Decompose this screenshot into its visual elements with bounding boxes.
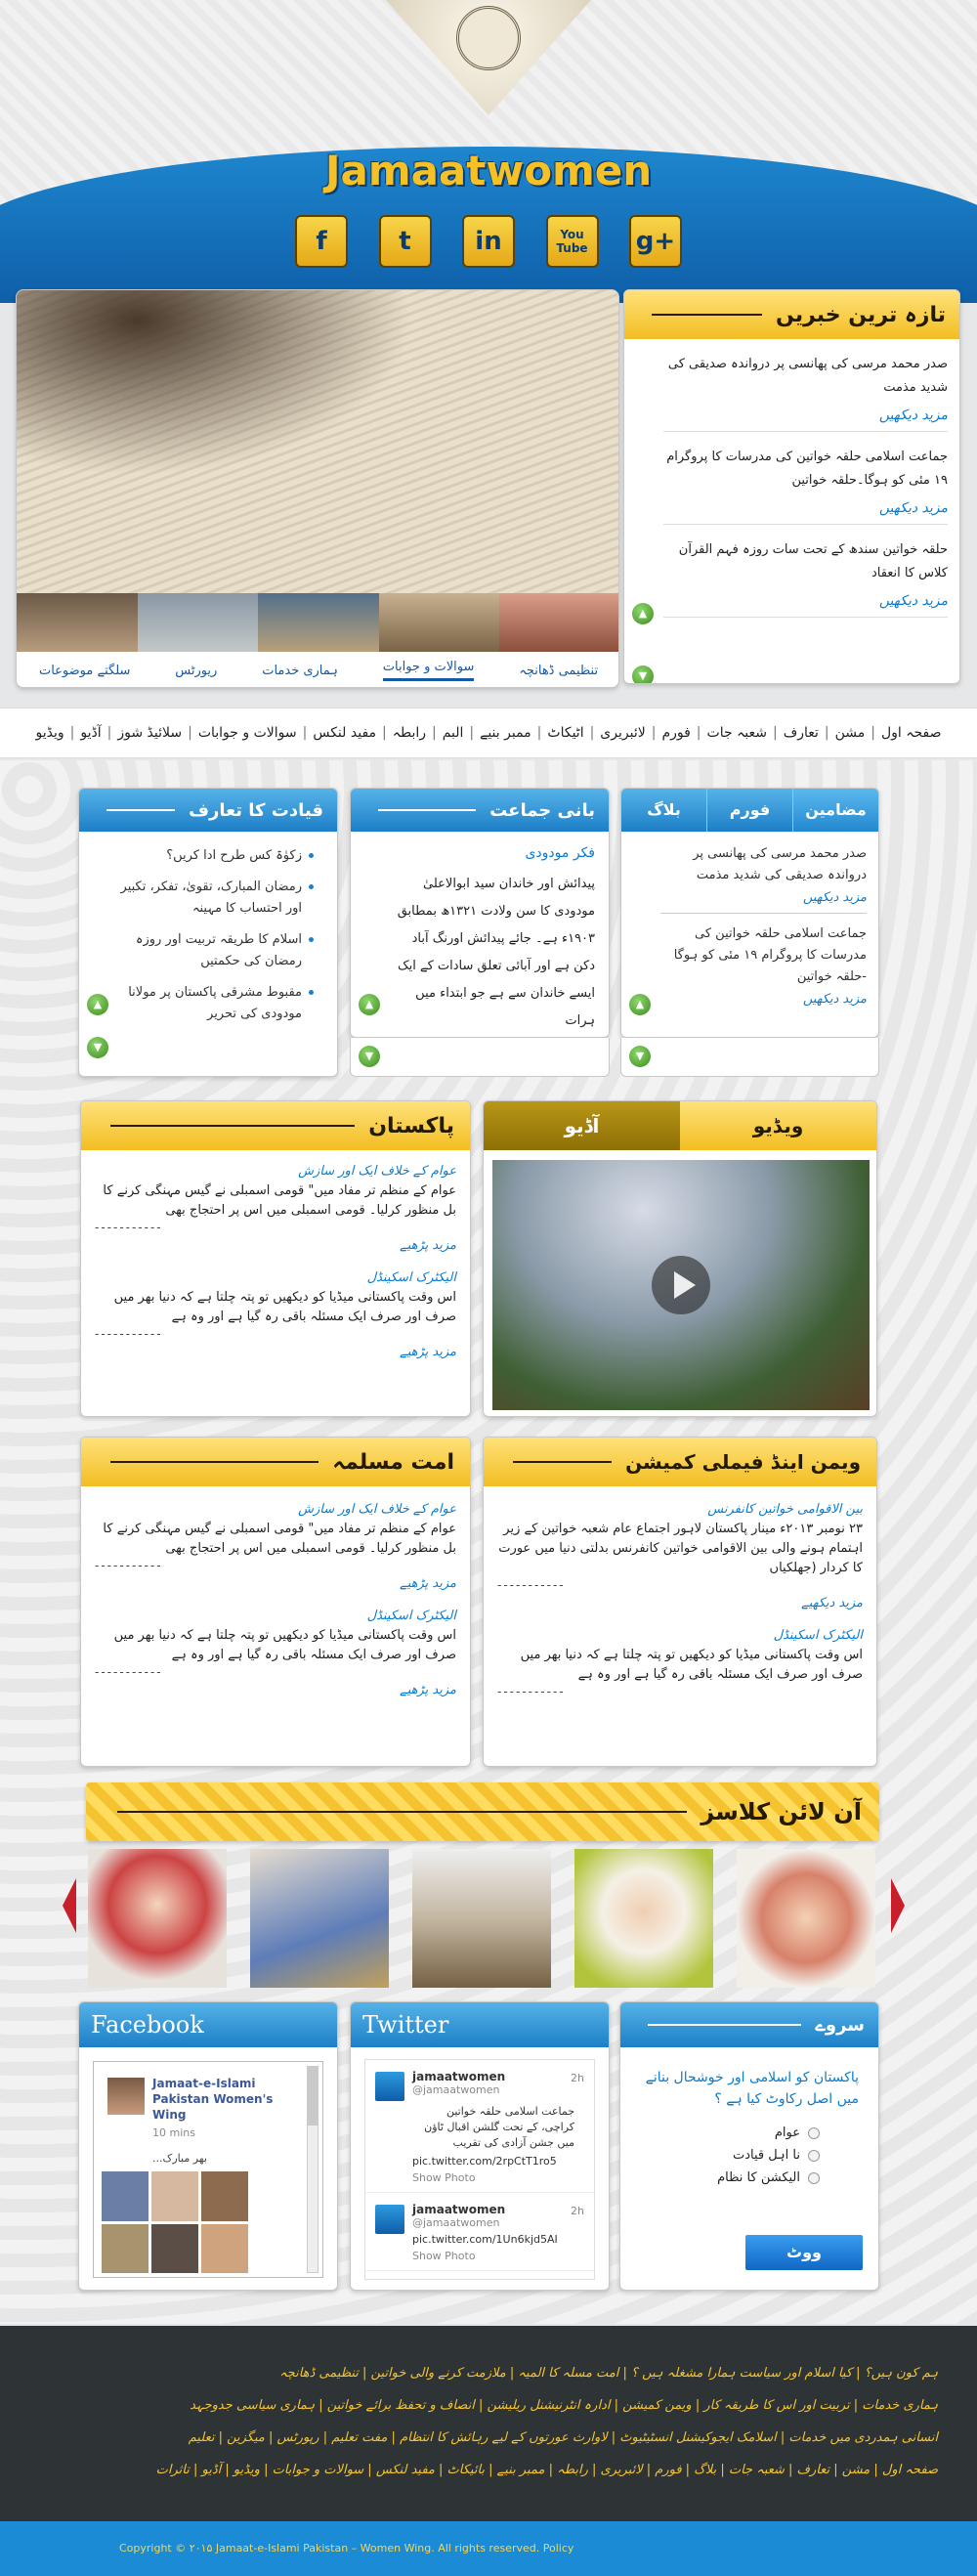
nav-item[interactable]: صفحہ اول	[881, 725, 942, 741]
read-more-link[interactable]: مزید پڑھیے	[400, 1576, 456, 1591]
tweet-avatar	[375, 2205, 404, 2234]
article-title[interactable]: الیکٹرک اسکینڈل	[366, 1609, 456, 1623]
footer-links-row[interactable]: ہم کون ہیں؟ | کیا اسلام اور سیاست ہمارا مشغلہ ہیں ؟ | امت مسلہ کا المیہ | ملازمت کرنے والی خواتین | تنظیمی ڈھانچہ	[279, 2366, 938, 2381]
radio-button[interactable]	[808, 2150, 820, 2162]
nav-item[interactable]: سوالات و جوابات	[197, 725, 297, 741]
tweet-time: 2h	[571, 2072, 584, 2084]
survey-question: پاکستان کو اسلامی اور خوشحال بنانے میں اصل رکاوٹ کیا ہے ؟	[645, 2070, 859, 2107]
hero-quran-image	[17, 290, 619, 593]
tab-video[interactable]: ویڈیو	[680, 1101, 876, 1150]
tweet-user[interactable]: jamaatwomen	[412, 2203, 506, 2216]
read-more-link[interactable]: مزید دیکھیں	[878, 408, 948, 423]
article-dashes: -----------	[497, 1578, 566, 1592]
article-item	[95, 1162, 456, 1253]
leadership-item[interactable]	[118, 845, 314, 867]
nav-item[interactable]: شعبہ جات	[706, 725, 767, 741]
show-photo-link[interactable]: Show Photo	[412, 2250, 476, 2262]
nav-separator: |	[824, 725, 829, 741]
hero-thumb[interactable]	[499, 593, 619, 652]
class-thumb[interactable]	[574, 1849, 713, 1988]
leadership-item[interactable]	[118, 982, 314, 1025]
play-icon[interactable]	[652, 1256, 710, 1314]
classes-carousel	[88, 1849, 875, 1988]
twitter-widget	[350, 2001, 610, 2291]
facebook-avatar	[107, 2078, 145, 2115]
blog-item	[660, 923, 867, 1014]
tweet-time: 2h	[571, 2205, 584, 2217]
article-title[interactable]: عوام کے خلاف ایک اور سازش	[298, 1164, 456, 1179]
online-classes-banner	[86, 1782, 879, 1841]
bullet-icon	[309, 937, 314, 942]
facebook-page-name[interactable]: Jamaat-e-Islami Pakistan Women's Wing	[152, 2077, 274, 2122]
online-classes-title: آن لائن کلاسز	[701, 1798, 862, 1825]
survey-option[interactable]	[640, 2148, 859, 2163]
survey-option[interactable]	[640, 2170, 859, 2185]
nav-separator: |	[651, 725, 657, 741]
title-rule	[110, 1461, 319, 1463]
article-text: اس وقت پاکستانی میڈیا کو دیکھیں تو پتہ چلتا ہے کہ دنیا بھر میں صرف اور صرف ایک مسئلہ باقی رہ گیا ہے اور وہ ہے	[113, 1628, 456, 1662]
leadership-item-text: رمضان المبارک، تقویٰ، تفکر، تکبیر اور احتساب کا مہینہ	[120, 880, 302, 916]
nav-item[interactable]: ممبر بنیے	[480, 725, 531, 741]
news-headline[interactable]: حلقہ خواتین سندھ کے تحت سات روزہ فہم القرآن کلاس کا انعقاد	[678, 542, 948, 580]
nav-separator: |	[302, 725, 308, 741]
nav-separator: |	[696, 725, 701, 741]
tab-blog[interactable]: بلاگ	[621, 789, 707, 832]
article-text: عوام کے منظم تر مفاد میں" قومی اسمبلی نے گیس مہنگی کرنے کا بل منظور کرلیا۔ قومی اسمبلی میں اس پر احتجاج بھی	[103, 1522, 456, 1556]
youtube-icon[interactable]: You Tube	[546, 215, 599, 268]
tab-audio[interactable]: آڈیو	[484, 1101, 680, 1150]
tab-forum[interactable]: فورم	[707, 789, 793, 832]
tweet-avatar	[375, 2072, 404, 2101]
read-more-link[interactable]: مزید پڑھیے	[400, 1345, 456, 1359]
hero-tab[interactable]: ہماری خدمات	[262, 663, 338, 678]
article-text: ۲۳ نومبر ۲۰۱۳ء مینار پاکستان لاہور اجتماع عام شعبہ خواتین کے زیر اہتمام ہونے والی بین الاقوامی خواتین کانفرنس بدلتی دنیا میں عورت کا کردار (جھلکیاں	[498, 1522, 863, 1575]
news-headline[interactable]: جماعت اسلامی حلقہ خواتین کی مدرسات کا پروگرام ۱۹ مئی کو ہوگا۔حلقہ خواتین	[666, 450, 948, 488]
scroll-down-icon[interactable]: ▼	[629, 1046, 651, 1067]
radio-button[interactable]	[808, 2127, 820, 2139]
facebook-snippet: ...بھر مبارک	[152, 2152, 207, 2165]
scroll-up-icon[interactable]: ▲	[629, 994, 651, 1015]
leadership-item-text: زکوٰۃ کس طرح ادا کریں؟	[166, 848, 302, 863]
article-dashes: -----------	[95, 1665, 163, 1679]
facebook-widget	[78, 2001, 338, 2291]
news-headline[interactable]: صدر محمد مرسی کی پھانسی پر درواندہ صدیقی کی شدید مذمت	[667, 357, 948, 395]
classes-next-arrow[interactable]	[891, 1878, 905, 1933]
vote-button[interactable]: ووٹ	[745, 2235, 863, 2270]
family-title: ویمن اینڈ فیملی کمیشن	[625, 1450, 861, 1474]
scroll-up-icon[interactable]: ▲	[87, 994, 108, 1015]
nav-item[interactable]: ویڈیو	[35, 725, 64, 741]
hero-thumb[interactable]	[17, 593, 138, 652]
media-panel	[483, 1100, 877, 1417]
leadership-item[interactable]	[118, 929, 314, 972]
founder-text: پیدائش اور خاندان سید ابوالاعلیٰ مودودی کا سن ولادت ۱۳۲۱ھ بمطابق ۱۹۰۳ء ہے۔ جائے پیدائش اورنگ آباد دکن ہے اور آبائی تعلق سادات کے ایک ایسے خاندان سے ہے جو ابتداء میں ہرات	[397, 877, 595, 1028]
nav-item[interactable]: فورم	[661, 725, 691, 741]
nav-item[interactable]: سلائیڈ شوز	[117, 725, 183, 741]
title-rule	[106, 809, 175, 811]
social-links	[295, 215, 682, 268]
facebook-photos	[102, 2171, 248, 2273]
article-item	[95, 1607, 456, 1697]
twitter-title: Twitter	[351, 2002, 609, 2047]
blog-headline[interactable]: جماعت اسلامی حلقہ خواتین کی مدرسات کا پروگرام ۱۹ مئی کو ہوگا -حلقہ خواتین	[673, 926, 867, 984]
nav-item[interactable]: رابطہ	[392, 725, 426, 741]
twitter-icon[interactable]: t	[379, 215, 432, 268]
hero-tab[interactable]: تنظیمی ڈھانچہ	[519, 663, 599, 678]
leadership-title: قیادت کا تعارف	[189, 799, 323, 821]
survey-widget	[619, 2001, 879, 2291]
nav-separator: |	[772, 725, 778, 741]
read-more-link[interactable]: مزید دیکھیں	[802, 890, 867, 905]
hero-thumbnails	[17, 593, 619, 652]
article-title[interactable]: عوام کے خلاف ایک اور سازش	[298, 1502, 456, 1517]
video-player[interactable]	[492, 1160, 870, 1410]
read-more-link[interactable]: مزید پڑھیے	[400, 1238, 456, 1253]
bullet-icon	[309, 990, 314, 995]
footer	[0, 2326, 977, 2521]
nav-separator: |	[106, 725, 112, 741]
bullet-icon	[309, 884, 314, 889]
copyright-text: Copyright © ۲۰۱۵ Jamaat-e-Islami Pakistan – Women Wing. All rights reserved. Policy	[119, 2542, 574, 2555]
leadership-panel	[78, 788, 338, 1077]
nav-item[interactable]: مفید لنکس	[313, 725, 377, 741]
pakistan-panel	[80, 1100, 471, 1417]
ummah-panel	[80, 1437, 471, 1767]
article-item	[497, 1626, 863, 1698]
survey-title: سروے	[815, 2014, 865, 2036]
latest-news-item	[663, 525, 948, 618]
nav-separator: |	[188, 725, 192, 741]
linkedin-icon[interactable]: in	[462, 215, 515, 268]
family-commission-panel	[483, 1437, 877, 1767]
title-rule	[117, 1811, 687, 1813]
leadership-item[interactable]	[118, 877, 314, 920]
scroll-down-icon[interactable]: ▼	[632, 665, 654, 684]
latest-news-panel	[623, 289, 960, 684]
hero-slider[interactable]	[16, 289, 619, 688]
article-dashes: -----------	[95, 1221, 163, 1234]
read-more-link[interactable]: مزید دیکھیے	[801, 1596, 863, 1610]
article-text: اس وقت پاکستانی میڈیا کو دیکھیں تو پتہ چلتا ہے کہ دنیا بھر میں صرف اور صرف ایک مسئلہ باقی رہ گیا ہے اور وہ ہے	[520, 1648, 863, 1682]
article-title[interactable]: بین الاقوامی خواتین کانفرنس	[707, 1502, 863, 1517]
hero-thumb[interactable]	[138, 593, 259, 652]
bullet-icon	[309, 853, 314, 858]
article-dashes: -----------	[95, 1559, 163, 1572]
ummah-title: امت مسلمہ	[332, 1449, 454, 1475]
tweet-text: جماعت اسلامی حلقہ خواتین کراچی، کے تحت گلشن اقبال ٹاؤن میں جشن آزادی کی تقریب	[424, 2105, 574, 2149]
tweet	[365, 2193, 594, 2271]
class-thumb[interactable]	[88, 1849, 227, 1988]
facebook-title: Facebook	[79, 2002, 337, 2047]
nav-item[interactable]: اٹیکاٹ	[547, 725, 584, 741]
facebook-time: 10 mins	[152, 2126, 195, 2139]
tweet-handle[interactable]: @jamaatwomen	[412, 2083, 500, 2096]
class-thumb[interactable]	[250, 1849, 389, 1988]
footer-links-row[interactable]: ہماری خدمات | تربیت اور اس کا طریقہ کار | ویمن کمیشن | ادارہ انٹرنیشنل ریلیشن | انصاف و تحفظ برائے خواتین | ہماری سیاسی جدوجہد	[190, 2398, 938, 2413]
latest-news-item	[663, 432, 948, 525]
leadership-item-text: مقبوط مشرقی پاکستان پر مولانا مودودی کی تحریر	[128, 985, 302, 1021]
tweet-link[interactable]: pic.twitter.com/1Un6kjd5AI	[412, 2233, 558, 2246]
latest-news-item	[663, 339, 948, 432]
nav-separator: |	[871, 725, 875, 741]
site-logo[interactable]: Jamaatwomen	[324, 147, 653, 194]
hero-tab[interactable]: سلگتے موضوعات	[38, 663, 131, 678]
scroll-up-icon[interactable]: ▲	[359, 994, 380, 1015]
hero-tab[interactable]: ریورٹس	[175, 663, 218, 678]
article-text: عوام کے منظم تر مفاد میں" قومی اسمبلی نے گیس مہنگی کرنے کا بل منظور کرلیا۔ قومی اسمبلی میں اس پر احتجاج بھی	[103, 1183, 456, 1218]
article-item	[95, 1268, 456, 1359]
article-text: اس وقت پاکستانی میڈیا کو دیکھیں تو پتہ چلتا ہے کہ دنیا بھر میں صرف اور صرف ایک مسئلہ باقی رہ گیا ہے اور وہ ہے	[113, 1290, 456, 1324]
founder-title: بانی جماعت	[489, 799, 595, 821]
article-dashes: -----------	[95, 1327, 163, 1341]
hero-tab[interactable]: سوالات و جوابات	[383, 660, 475, 681]
nav-item[interactable]: لائبریری	[600, 725, 646, 741]
title-rule	[110, 1125, 355, 1127]
tweet-link[interactable]: pic.twitter.com/2rpCtT1ro5	[412, 2155, 557, 2168]
article-dashes: -----------	[497, 1685, 566, 1698]
survey-option-label: عوام	[774, 2125, 800, 2140]
title-rule	[648, 2024, 801, 2026]
blog-panel	[620, 788, 879, 1038]
nav-separator: |	[536, 725, 542, 741]
hero-tabs	[17, 652, 619, 688]
read-more-link[interactable]: مزید دیکھیں	[878, 593, 948, 609]
nav-separator: |	[69, 725, 75, 741]
nav-item[interactable]: تعارف	[783, 725, 819, 741]
read-more-link[interactable]: مزید پڑھیے	[400, 1683, 456, 1697]
article-item	[497, 1500, 863, 1610]
tweet	[365, 2060, 594, 2193]
article-title[interactable]: الیکٹرک اسکینڈل	[773, 1628, 863, 1643]
footer-links-row[interactable]: صفحہ اول | مشن | تعارف | شعبہ جات | بلاگ | فورم | لائبریری | رابطہ | ممبر بنیے | بائیکاٹ | مفید لنکس | سوالات و جوابات | ویڈیو | آڈیو | تاثرات	[155, 2463, 938, 2477]
scroll-down-icon[interactable]: ▼	[87, 1037, 108, 1058]
googleplus-icon[interactable]: g+	[629, 215, 682, 268]
classes-prev-arrow[interactable]	[63, 1878, 76, 1933]
radio-button[interactable]	[808, 2172, 820, 2184]
latest-news-list	[624, 339, 959, 618]
survey-option-label: الیکشن کا نظام	[717, 2170, 800, 2185]
main-nav	[0, 708, 977, 758]
show-photo-link[interactable]: Show Photo	[412, 2171, 476, 2184]
founder-name[interactable]: فکر مودودی	[525, 845, 595, 861]
blog-headline[interactable]: صدر محمد مرسی کی پھانسی پر درواندہ صدیقی کی شدید مذمت	[693, 846, 867, 882]
read-more-link[interactable]: مزید دیکھیں	[878, 500, 948, 516]
tweet-user[interactable]: jamaatwomen	[412, 2070, 506, 2083]
founder-panel-footer	[350, 1038, 610, 1077]
hero-thumb[interactable]	[379, 593, 500, 652]
blog-panel-footer	[620, 1038, 879, 1077]
title-rule	[513, 1461, 612, 1463]
class-thumb[interactable]	[737, 1849, 875, 1988]
tab-articles[interactable]: مضامین	[793, 789, 878, 832]
nav-separator: |	[382, 725, 387, 741]
nav-item[interactable]: آڈیو	[80, 725, 102, 741]
nav-separator: |	[469, 725, 475, 741]
pakistan-title: پاکستان	[368, 1113, 454, 1138]
nav-item[interactable]: مشن	[834, 725, 866, 741]
nav-separator: |	[589, 725, 595, 741]
blog-item	[660, 843, 867, 914]
title-rule	[378, 809, 476, 811]
copyright-bar	[0, 2521, 977, 2576]
footer-links-row[interactable]: انسانی ہمدردی میں خدمات | اسلامک ایجوکیشنل انسٹیٹیوٹ | لاوارث عورتوں کے لیے رہائش کا انتظام | مفت تعلیم | رپورٹس | میگزین | تعلیم	[188, 2430, 938, 2445]
hero-thumb[interactable]	[258, 593, 379, 652]
survey-option-label: نا اہل قیادت	[732, 2148, 800, 2163]
read-more-link[interactable]: مزید دیکھیں	[802, 992, 867, 1007]
nav-item[interactable]: البم	[442, 725, 464, 741]
founder-panel	[350, 788, 610, 1038]
survey-option[interactable]	[640, 2125, 859, 2140]
title-rule	[652, 314, 762, 316]
tweet-handle[interactable]: @jamaatwomen	[412, 2216, 500, 2229]
facebook-icon[interactable]: f	[295, 215, 348, 268]
nav-separator: |	[431, 725, 437, 741]
scroll-down-icon[interactable]: ▼	[359, 1046, 380, 1067]
latest-news-title: تازہ ترین خبریں	[776, 302, 946, 327]
class-thumb[interactable]	[412, 1849, 551, 1988]
article-item	[95, 1500, 456, 1591]
leadership-item-text: اسلام کا طریقہ تربیت اور روزہ رمضان کی حکمتیں	[135, 932, 302, 968]
facebook-scrollbar[interactable]	[307, 2066, 319, 2273]
scroll-up-icon[interactable]: ▲	[632, 603, 654, 624]
article-title[interactable]: الیکٹرک اسکینڈل	[366, 1270, 456, 1285]
